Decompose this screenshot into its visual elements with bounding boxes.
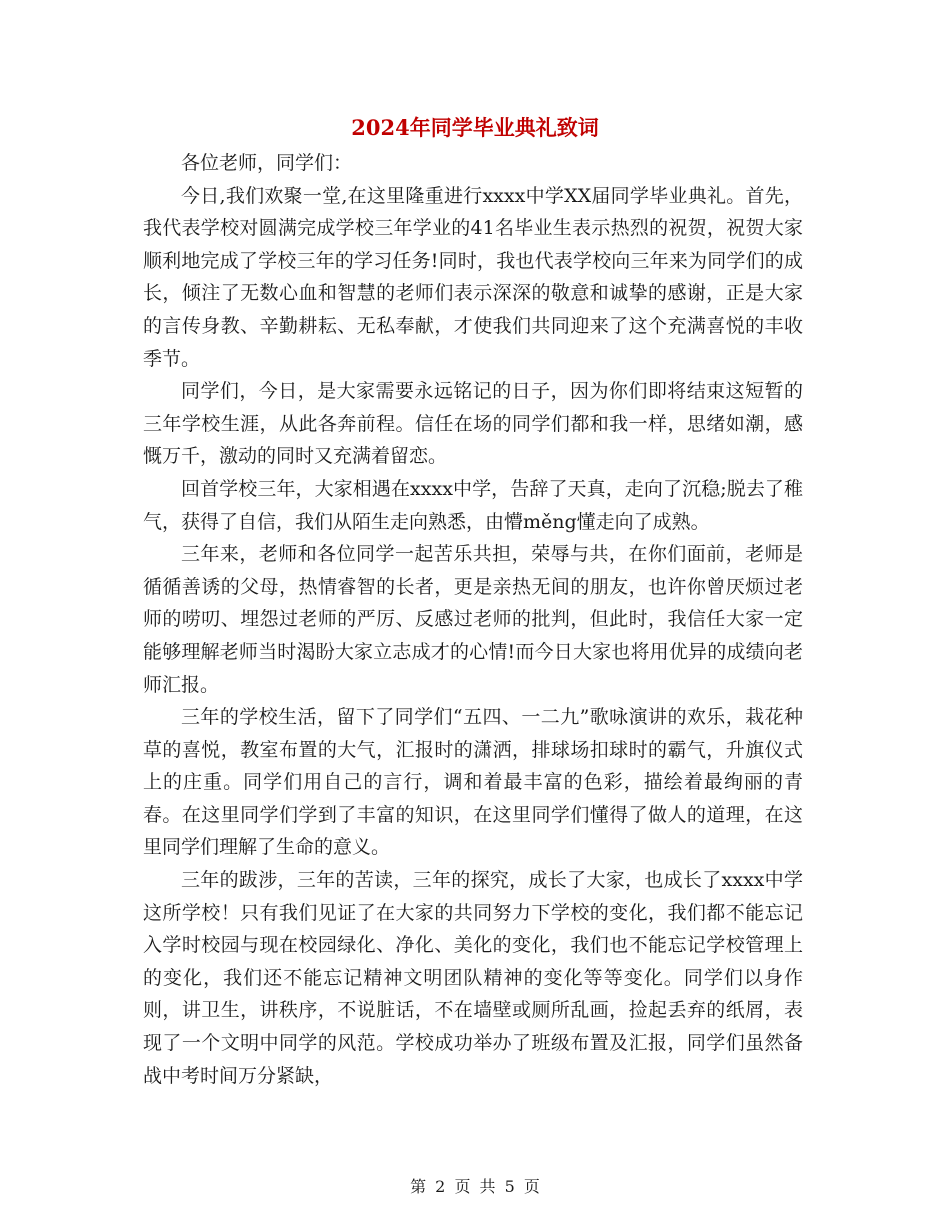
paragraph: 回首学校三年，大家相遇在xxxx中学，告辞了天真，走向了沉稳;脱去了稚气，获得了自信，我们从陌生走向熟悉，由懵měng懂走向了成熟。 (143, 477, 803, 533)
document-title: 2024年同学毕业典礼致词 (351, 115, 599, 140)
paragraph: 今日,我们欢聚一堂,在这里隆重进行xxxx中学XX届同学毕业典礼。首先，我代表学校对圆满完成学校三年学业的41名毕业生表示热烈的祝贺，祝贺大家顺利地完成了学校三年的学习任务!同时，我也代表学校向三年来为同学们的成长，倾注了无数心血和智慧的老师们表示深深的敬意和诚挚的感谢，正是大家的言传身教、辛勤耕耘、无私奉献，才使我们共同迎来了这个充满喜悦的丰收季节。 (143, 184, 803, 370)
page-footer: 第 2 页 共 5 页 (410, 1177, 540, 1196)
paragraph: 三年来，老师和各位同学一起苦乐共担，荣辱与共，在你们面前，老师是循循善诱的父母，热情睿智的长者，更是亲热无间的朋友，也许你曾厌烦过老师的唠叨、埋怨过老师的严厉、反感过老师的批判，但此时，我信任大家一定能够理解老师当时渴盼大家立志成才的心情!而今日大家也将用优异的成绩向老师汇报。 (143, 543, 803, 696)
document-body (143, 147, 803, 1092)
paragraph: 三年的学校生活，留下了同学们“五四、一二九”歌咏演讲的欢乐，栽花种草的喜悦，教室布置的大气，汇报时的潇洒，排球场扣球时的霸气，升旗仪式上的庄重。同学们用自己的言行，调和着最丰富的色彩，描绘着最绚丽的青春。在这里同学们学到了丰富的知识，在这里同学们懂得了做人的道理，在这里同学们理解了生命的意义。 (143, 706, 803, 859)
salutation: 各位老师，同学们： (181, 152, 353, 174)
paragraph: 同学们，今日，是大家需要永远铭记的日子，因为你们即将结束这短暂的三年学校生涯，从此各奔前程。信任在场的同学们都和我一样，思绪如潮，感慨万千，激动的同时又充满着留恋。 (143, 380, 803, 468)
paragraph: 三年的跋涉，三年的苦读，三年的探究，成长了大家，也成长了xxxx中学这所学校！只有我们见证了在大家的共同努力下学校的变化，我们都不能忘记入学时校园与现在校园绿化、净化、美化的变化，我们也不能忘记学校管理上的变化，我们还不能忘记精神文明团队精神的变化等等变化。同学们以身作则，讲卫生，讲秩序，不说脏话，不在墙壁或厕所乱画，捡起丢弃的纸屑，表现了一个文明中同学的风范。学校成功举办了班级布置及汇报，同学们虽然备战中考时间万分紧缺， (143, 869, 803, 1087)
